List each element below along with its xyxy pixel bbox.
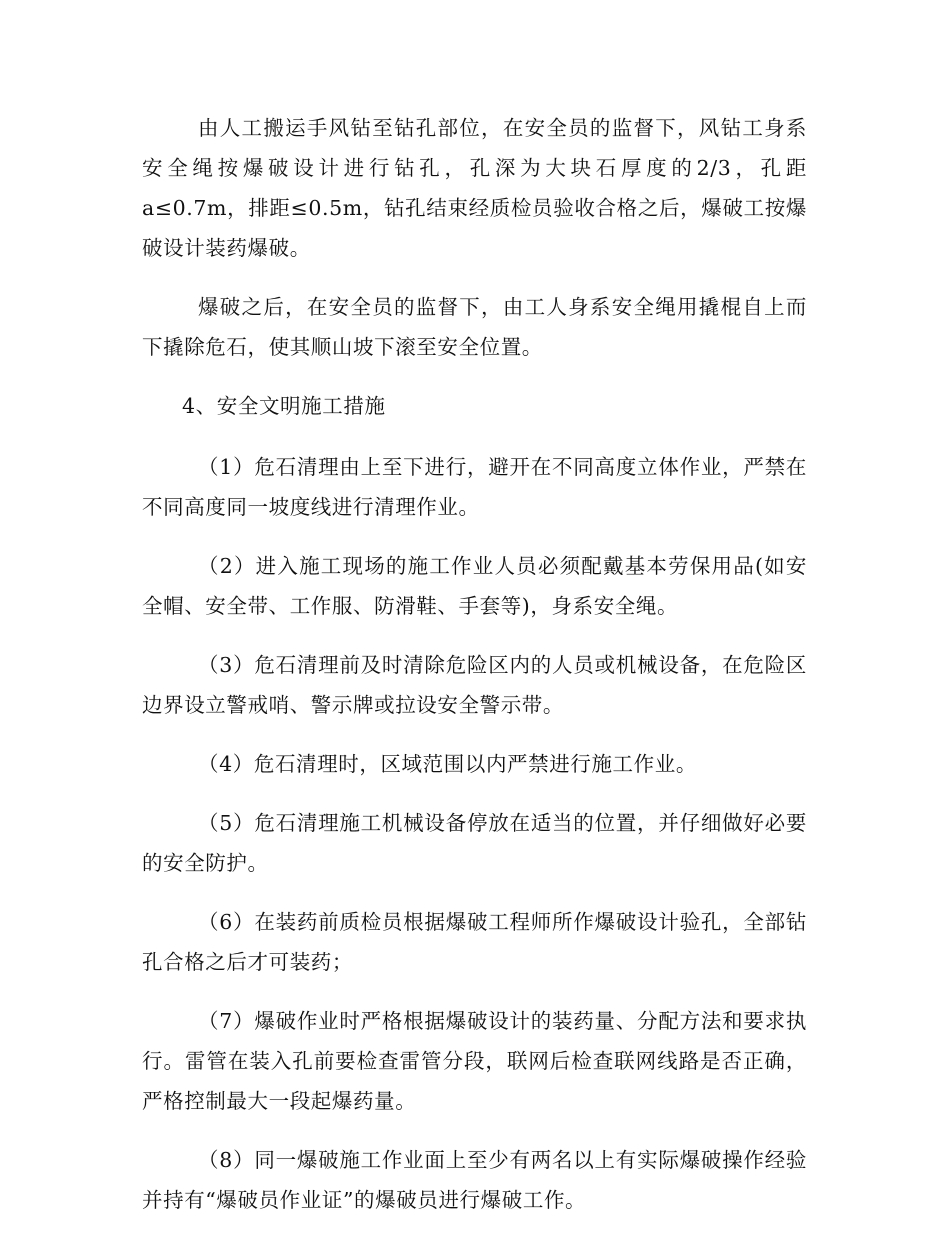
document-body xyxy=(142,108,807,1239)
measure-item-4: （4）危石清理时，区域范围以内严禁进行施工作业。 xyxy=(198,752,697,776)
measure-item-8: （8）同一爆破施工作业面上至少有两名以上有实际爆破操作经验并持有“爆破员作业证”的爆破员进行爆破工作。 xyxy=(142,1148,807,1212)
measure-item-3: （3）危石清理前及时清除危险区内的人员或机械设备，在危险区边界设立警戒哨、警示牌或拉设安全警示带。 xyxy=(142,653,807,717)
paragraph-drilling-procedure: 由人工搬运手风钻至钻孔部位，在安全员的监督下，风钻工身系安全绳按爆破设计进行钻孔，孔深为大块石厚度的2/3，孔距a≤0.7m，排距≤0.5m，钻孔结束经质检员验收合格之后，爆破工按爆破设计装药爆破。 xyxy=(142,116,807,260)
measure-item-6: （6）在装药前质检员根据爆破工程师所作爆破设计验孔，全部钻孔合格之后才可装药； xyxy=(142,910,807,974)
measure-item-2: （2）进入施工现场的施工作业人员必须配戴基本劳保用品(如安全帽、安全带、工作服、防滑鞋、手套等)，身系安全绳。 xyxy=(142,554,807,618)
measure-item-1: （1）危石清理由上至下进行，避开在不同高度立体作业，严禁在不同高度同一坡度线进行清理作业。 xyxy=(142,455,807,519)
paragraph-post-blast-clearing: 爆破之后，在安全员的监督下，由工人身系安全绳用撬棍自上而下撬除危石，使其顺山坡下滚至安全位置。 xyxy=(142,295,807,359)
measure-item-7: （7）爆破作业时严格根据爆破设计的装药量、分配方法和要求执行。雷管在装入孔前要检查雷管分段，联网后检查联网线路是否正确，严格控制最大一段起爆药量。 xyxy=(142,1009,807,1113)
section-heading: 4、安全文明施工措施 xyxy=(182,394,386,418)
measure-item-5: （5）危石清理施工机械设备停放在适当的位置，并仔细做好必要的安全防护。 xyxy=(142,811,807,875)
